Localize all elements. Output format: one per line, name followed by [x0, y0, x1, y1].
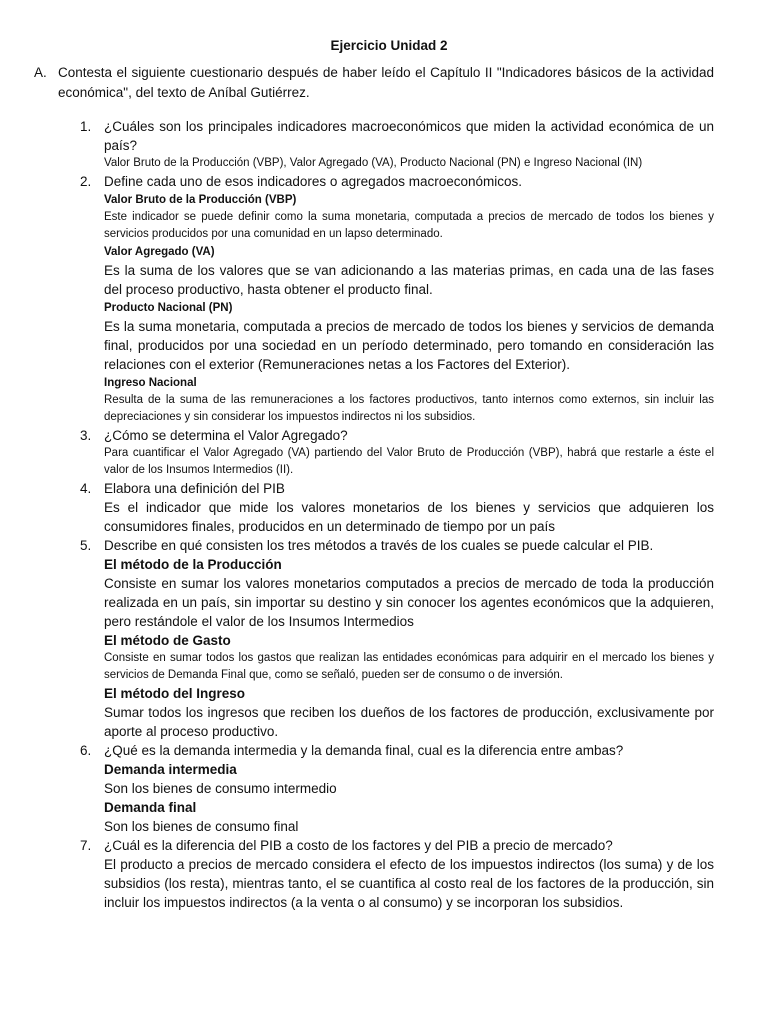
question-body — [104, 479, 714, 536]
indicator-heading-in: Ingreso Nacional — [104, 377, 197, 389]
question-4 — [80, 479, 714, 536]
indicator-definition-in: Resulta de la suma de las remuneraciones a los factores productivos, tanto internos como externos, sin incluir las depreciaciones y sin considerar los impuestos indirectos ni los subsidios. — [104, 394, 714, 423]
indicator-definition-va: Es la suma de los valores que se van adicionando a las materias primas, en cada una de las fases del proceso productivo, hasta obtener el producto final. — [104, 263, 714, 297]
indicator-definition-pn: Es la suma monetaria, computada a precios de mercado de todos los bienes y servicios de demanda final, producidos por una sociedad en un período determinado, pero tomando en consideración las relaciones con el exterior (Remuneraciones netas a los Factores del Exterior). — [104, 319, 714, 372]
question-text: ¿Cuál es la diferencia del PIB a costo de los factores y del PIB a precio de mercado? — [104, 838, 613, 853]
method-heading-production: El método de la Producción — [104, 557, 282, 572]
demand-heading-intermediate: Demanda intermedia — [104, 762, 237, 777]
section-instructions: Contesta el siguiente cuestionario después de haber leído el Capítulo II "Indicadores básicos de la actividad económica", del texto de Aníbal Gutiérrez. — [58, 65, 714, 100]
question-number: 1. — [80, 119, 92, 134]
question-number: 3. — [80, 428, 92, 443]
question-number: 7. — [80, 838, 92, 853]
question-number: 5. — [80, 538, 92, 553]
method-description-income: Sumar todos los ingresos que reciben los dueños de los factores de producción, exclusivamente por aporte al proceso productivo. — [104, 705, 714, 739]
indicator-definition-vbp: Este indicador se puede definir como la suma monetaria, computada a precios de mercado de todos los bienes y servicios producidos por una comunidad en un lapso determinado. — [104, 211, 714, 240]
question-text: ¿Cuáles son los principales indicadores macroeconómicos que miden la actividad económica de un país? — [104, 119, 714, 153]
indicator-heading-vbp: Valor Bruto de la Producción (VBP) — [104, 194, 297, 206]
answer-text: Para cuantificar el Valor Agregado (VA) partiendo del Valor Bruto de Producción (VBP), habrá que restarle a éste el valor de los Insumos Intermedios (II). — [104, 447, 714, 476]
question-body — [104, 741, 714, 836]
question-text: Define cada uno de esos indicadores o agregados macroeconómicos. — [104, 174, 523, 189]
method-heading-income: El método del Ingreso — [104, 686, 246, 701]
question-body — [104, 536, 714, 741]
question-1 — [80, 117, 714, 172]
question-body — [104, 172, 714, 426]
question-text: Describe en qué consisten los tres métodos a través de los cuales se puede calcular el PIB. — [104, 538, 654, 553]
question-number: 4. — [80, 481, 92, 496]
document-title: Ejercicio Unidad 2 — [330, 38, 448, 53]
demand-description-final: Son los bienes de consumo final — [104, 819, 299, 834]
question-number: 2. — [80, 174, 92, 189]
question-5 — [80, 536, 714, 741]
question-text: ¿Cómo se determina el Valor Agregado? — [104, 428, 348, 443]
section-marker: A. — [34, 65, 47, 80]
answer-text: Valor Bruto de la Producción (VBP), Valor Agregado (VA), Producto Nacional (PN) e Ingreso Nacional (IN) — [104, 157, 643, 169]
question-body — [104, 426, 714, 479]
question-7 — [80, 836, 714, 912]
question-6 — [80, 741, 714, 836]
answer-text: Es el indicador que mide los valores monetarios de los bienes y servicios que adquieren los consumidores finales, producidos en un determinado de tiempo por un país — [104, 500, 714, 534]
question-list — [34, 117, 714, 912]
question-body — [104, 117, 714, 172]
question-body — [104, 836, 714, 912]
question-3 — [80, 426, 714, 479]
indicator-heading-va: Valor Agregado (VA) — [104, 246, 215, 258]
demand-description-intermediate: Son los bienes de consumo intermedio — [104, 781, 337, 796]
section-a — [34, 63, 714, 103]
question-2 — [80, 172, 714, 426]
method-heading-expenditure: El método de Gasto — [104, 633, 231, 648]
question-number: 6. — [80, 743, 92, 758]
method-description-expenditure: Consiste en sumar todos los gastos que realizan las entidades económicas para adquirir en el mercado los bienes y servicios de Demanda Final que, como se señaló, pueden ser de consumo o de inversión. — [104, 652, 714, 681]
method-description-production: Consiste en sumar los valores monetarios computados a precios de mercado de toda la producción realizada en un país, sin importar su destino y sin conocer los agentes económicos que la adquieren, pero restándole el valor de los Insumos Intermedios — [104, 576, 714, 629]
question-text: Elabora una definición del PIB — [104, 481, 285, 496]
answer-text: El producto a precios de mercado considera el efecto de los impuestos indirectos (los suma) y de los subsidios (los resta), mientras tanto, el se cuantifica al costo real de los factores de la producción, sin incluir los impuestos indirectos (a la venta o al consumo) y se incorporan los subsidios. — [104, 857, 714, 910]
indicator-heading-pn: Producto Nacional (PN) — [104, 302, 233, 314]
demand-heading-final: Demanda final — [104, 800, 197, 815]
question-text: ¿Qué es la demanda intermedia y la demanda final, cual es la diferencia entre ambas? — [104, 743, 624, 758]
